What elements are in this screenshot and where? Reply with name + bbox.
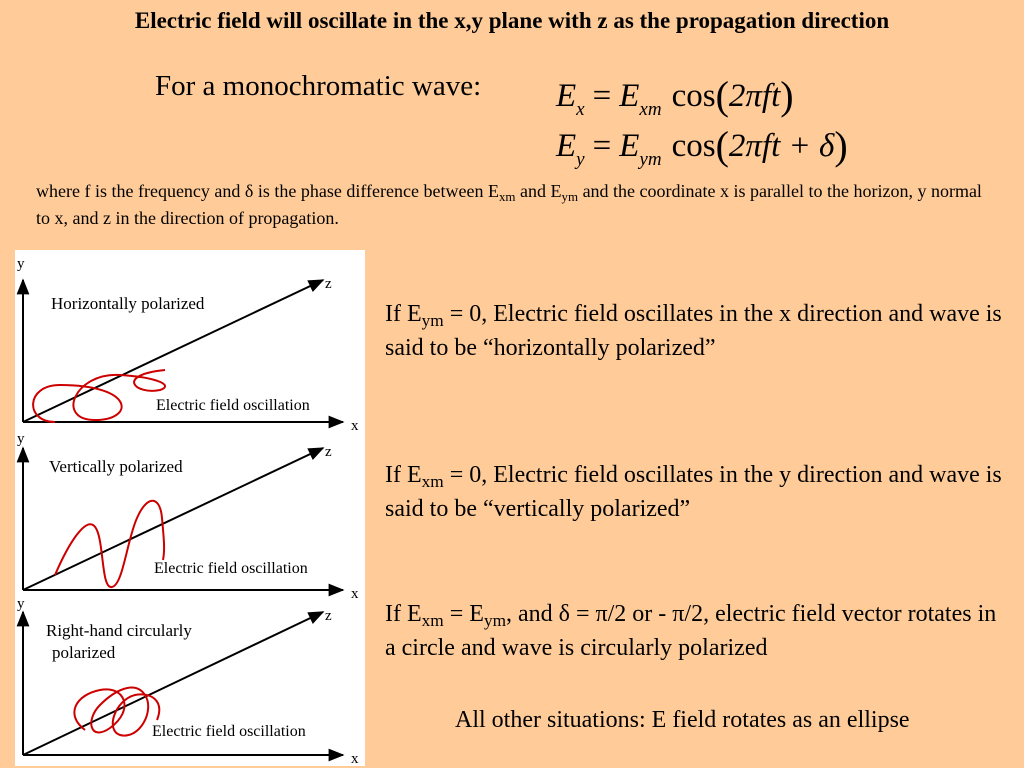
diagram-circular-y-label: y bbox=[17, 596, 25, 612]
circular-oscillation-curve bbox=[74, 688, 159, 736]
equation-ex: $E_x = E_{xm}$ cos(2πft) bbox=[556, 73, 794, 120]
elliptical-note: All other situations: E field rotates as an ellipse bbox=[455, 707, 910, 733]
case-vertical-text: If $E_{xm} = 0$, Electric field oscillates in the y direction and wave is said to be “vertically polarized” bbox=[385, 462, 1002, 522]
case-horizontal-text: If $E_{ym} = 0$, Electric field oscillates in the x direction and wave is said to be “horizontally polarized” bbox=[385, 301, 1002, 361]
diagram-circular bbox=[17, 596, 359, 766]
case-circular-text: If $E_{xm} = E_{ym}$, and δ = π/2 or - π/2, electric field vector rotates in a circle and wave is circularly polarized bbox=[385, 601, 997, 661]
polarization-diagrams-svg bbox=[15, 250, 365, 766]
variables-description: where f is the frequency and δ is the phase difference between $E_{xm}$ and $E_{ym}$ and the coordinate x is parallel to the horizon, y normal to x, and z in the direction of propagation. bbox=[36, 181, 982, 228]
monochromatic-label: For a monochromatic wave: bbox=[155, 70, 482, 102]
diagram-vertical-caption: Electric field oscillation bbox=[154, 560, 308, 577]
diagram-circular-title-line1: Right-hand circularly bbox=[46, 621, 192, 640]
diagram-vertical-x-label: x bbox=[351, 586, 359, 602]
vertical-oscillation-curve bbox=[55, 501, 164, 587]
diagram-vertical bbox=[17, 431, 359, 602]
equation-ey: $E_y = E_{ym}$ cos(2πft + δ) bbox=[556, 123, 848, 170]
diagram-circular-caption: Electric field oscillation bbox=[152, 723, 306, 740]
diagram-circular-title-line2: polarized bbox=[52, 643, 116, 662]
diagram-horizontal-y-label: y bbox=[17, 256, 25, 272]
horizontal-oscillation-curve bbox=[33, 370, 165, 422]
diagram-horizontal-caption: Electric field oscillation bbox=[156, 397, 310, 414]
diagram-horizontal-z-label: z bbox=[325, 276, 332, 292]
diagram-horizontal-title: Horizontally polarized bbox=[51, 294, 205, 313]
diagram-circular-x-label: x bbox=[351, 751, 359, 766]
diagram-vertical-title: Vertically polarized bbox=[49, 457, 183, 476]
diagram-horizontal bbox=[17, 256, 359, 434]
polarization-diagrams bbox=[15, 250, 365, 766]
diagram-horizontal-x-label: x bbox=[351, 418, 359, 434]
diagram-vertical-y-label: y bbox=[17, 431, 25, 447]
diagram-circular-z-label: z bbox=[325, 608, 332, 624]
diagram-vertical-z-label: z bbox=[325, 444, 332, 460]
slide-title: Electric field will oscillate in the x,y plane with z as the propagation direction bbox=[134, 8, 890, 33]
